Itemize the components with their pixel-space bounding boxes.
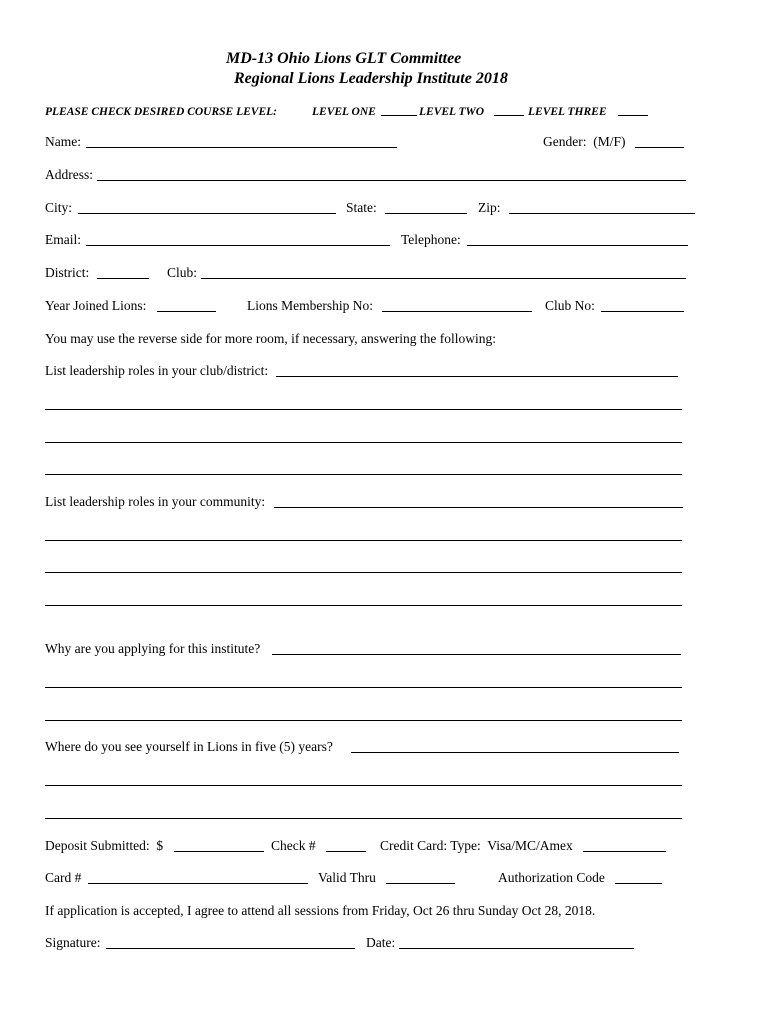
form-title-line1: MD-13 Ohio Lions GLT Committee	[226, 50, 462, 67]
membership-no-label: Lions Membership No:	[247, 298, 373, 313]
club-field[interactable]	[201, 278, 686, 279]
email-label: Email:	[45, 232, 81, 247]
year-joined-field[interactable]	[157, 311, 216, 312]
district-field[interactable]	[97, 278, 149, 279]
why-applying-answer-line[interactable]	[45, 720, 682, 721]
why-applying-question: Why are you applying for this institute?	[45, 641, 261, 656]
state-label: State:	[346, 200, 377, 215]
club-no-label: Club No:	[545, 298, 595, 313]
level-three-blank[interactable]	[618, 115, 648, 116]
five-years-question: Where do you see yourself in Lions in five (5) years?	[45, 739, 333, 754]
club-roles-answer-line[interactable]	[45, 409, 682, 410]
credit-card-label: Credit Card: Type: Visa/MC/Amex	[380, 838, 573, 853]
deposit-label: Deposit Submitted: $	[45, 838, 164, 853]
club-no-field[interactable]	[601, 311, 684, 312]
valid-thru-field[interactable]	[386, 883, 455, 884]
community-roles-answer-line[interactable]	[274, 507, 683, 508]
telephone-field[interactable]	[467, 245, 688, 246]
auth-code-label: Authorization Code	[498, 870, 605, 885]
district-label: District:	[45, 265, 90, 280]
club-roles-answer-line[interactable]	[276, 376, 678, 377]
five-years-answer-line[interactable]	[45, 818, 682, 819]
valid-thru-label: Valid Thru	[318, 870, 376, 885]
gender-field[interactable]	[635, 147, 684, 148]
signature-field[interactable]	[106, 948, 355, 949]
reverse-side-note: You may use the reverse side for more room, if necessary, answering the following:	[45, 331, 497, 346]
club-roles-answer-line[interactable]	[45, 442, 682, 443]
form-title-line2: Regional Lions Leadership Institute 2018	[234, 70, 508, 87]
address-label: Address:	[45, 167, 93, 182]
deposit-field[interactable]	[174, 851, 264, 852]
auth-code-field[interactable]	[615, 883, 662, 884]
level-two-label: LEVEL TWO	[419, 106, 485, 118]
date-label: Date:	[366, 935, 396, 950]
gender-label: Gender: (M/F)	[543, 134, 626, 149]
email-field[interactable]	[86, 245, 390, 246]
membership-no-field[interactable]	[382, 311, 532, 312]
level-two-blank[interactable]	[494, 115, 524, 116]
name-label: Name:	[45, 134, 81, 149]
course-level-prompt: PLEASE CHECK DESIRED COURSE LEVEL:	[45, 106, 277, 118]
agreement-text: If application is accepted, I agree to attend all sessions from Friday, Oct 26 thru Sunday Oct 28, 2018.	[45, 903, 596, 918]
community-roles-answer-line[interactable]	[45, 572, 682, 573]
telephone-label: Telephone:	[401, 232, 461, 247]
name-field[interactable]	[86, 147, 397, 148]
state-field[interactable]	[385, 213, 467, 214]
address-field[interactable]	[97, 180, 686, 181]
club-roles-answer-line[interactable]	[45, 474, 682, 475]
community-roles-answer-line[interactable]	[45, 540, 682, 541]
why-applying-answer-line[interactable]	[272, 654, 681, 655]
club-roles-question: List leadership roles in your club/district:	[45, 363, 269, 378]
credit-card-type-field[interactable]	[583, 851, 666, 852]
card-number-field[interactable]	[88, 883, 308, 884]
zip-label: Zip:	[478, 200, 501, 215]
city-field[interactable]	[78, 213, 336, 214]
five-years-answer-line[interactable]	[45, 785, 682, 786]
community-roles-answer-line[interactable]	[45, 605, 682, 606]
level-three-label: LEVEL THREE	[528, 106, 607, 118]
city-label: City:	[45, 200, 73, 215]
signature-label: Signature:	[45, 935, 101, 950]
level-one-label: LEVEL ONE	[312, 106, 376, 118]
card-number-label: Card #	[45, 870, 82, 885]
check-label: Check #	[271, 838, 316, 853]
community-roles-question: List leadership roles in your community:	[45, 494, 266, 509]
why-applying-answer-line[interactable]	[45, 687, 682, 688]
date-field[interactable]	[399, 948, 634, 949]
year-joined-label: Year Joined Lions:	[45, 298, 147, 313]
club-label: Club:	[167, 265, 198, 280]
zip-field[interactable]	[509, 213, 695, 214]
five-years-answer-line[interactable]	[351, 752, 679, 753]
level-one-blank[interactable]	[381, 115, 417, 116]
check-field[interactable]	[326, 851, 366, 852]
